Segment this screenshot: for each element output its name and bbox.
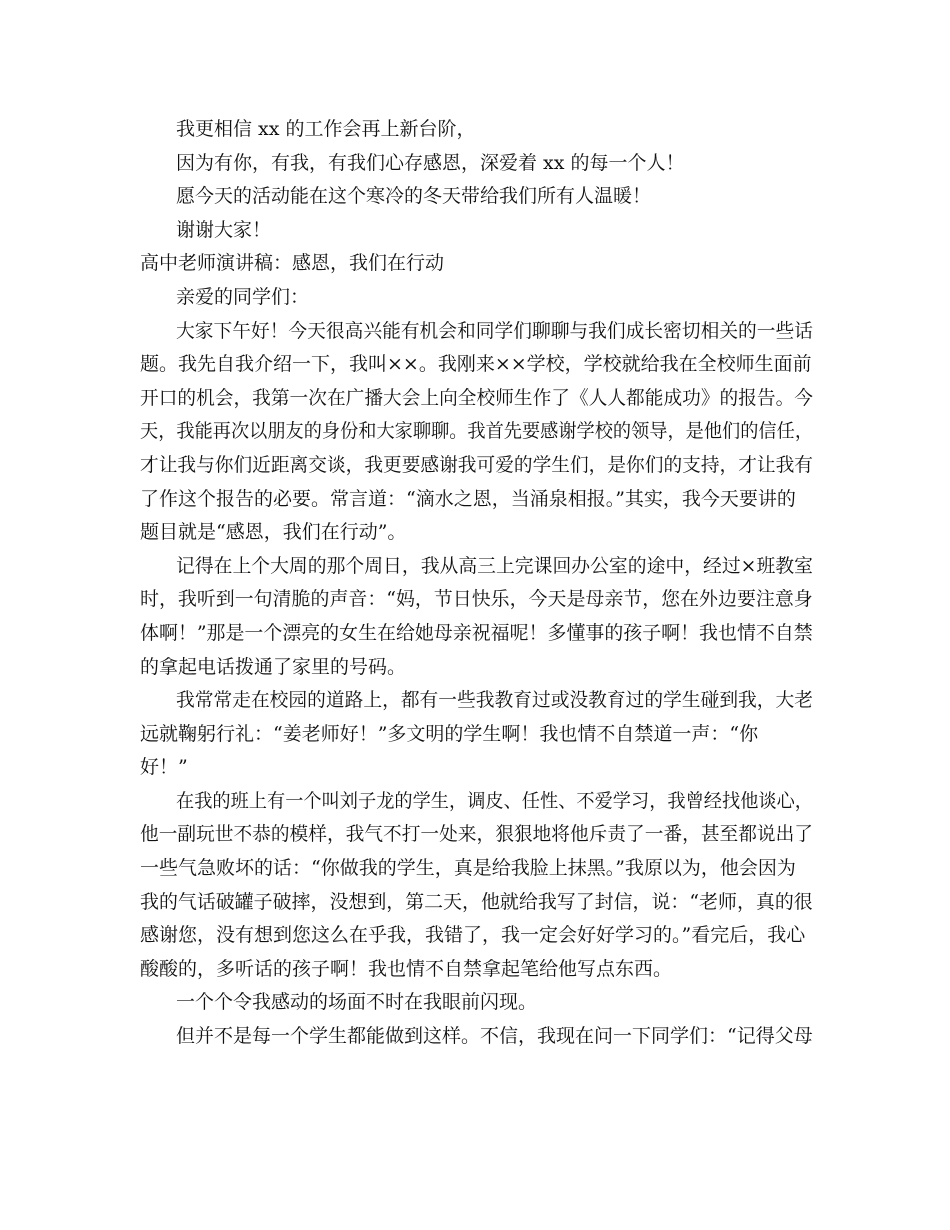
text-line: 他一副玩世不恭的模样，我气不打一处来，狠狠地将他斥责了一番，甚至都说出了: [140, 823, 814, 846]
text-line: 好！”: [140, 756, 188, 779]
text-line: 我常常走在校园的道路上，都有一些我教育过或没教育过的学生碰到我，大老: [176, 689, 814, 712]
text-line: 天，我能再次以朋友的身份和大家聊聊。我首先要感谢学校的领导，是他们的信任，: [140, 420, 814, 443]
text-line: 但并不是每一个学生都能做到这样。不信，我现在问一下同学们：“记得父母: [176, 1025, 813, 1048]
text-line: 开口的机会，我第一次在广播大会上向全校师生作了《人人都能成功》的报告。今: [140, 386, 814, 409]
text-line: 题。我先自我介绍一下，我叫××。我刚来××学校，学校就给我在全校师生面前: [140, 353, 812, 376]
text-line: 的拿起电话拨通了家里的号码。: [140, 655, 407, 678]
text-line: 我的气话破罐子破摔，没想到，第二天，他就给我写了封信，说：“老师，真的很: [140, 890, 813, 913]
text-line: 了作这个报告的必要。常言道：“滴水之恩，当涌泉相报。”其实，我今天要讲的: [140, 487, 796, 510]
text-line: 记得在上个大周的那个周日，我从高三上完课回办公室的途中，经过×班教室: [176, 554, 813, 577]
text-line: 因为有你，有我，有我们心存感恩，深爱着 xx 的每一个人！: [176, 151, 685, 174]
text-line: 大家下午好！今天很高兴能有机会和同学们聊聊与我们成长密切相关的一些话: [176, 319, 814, 342]
text-line: 亲爱的同学们：: [176, 285, 310, 308]
text-line: 感谢您，没有想到您这么在乎我，我错了，我一定会好好学习的。”看完后，我心: [140, 924, 806, 947]
text-line: 一些气急败坏的话：“你做我的学生，真是给我脸上抹黑。”我原以为，他会因为: [140, 857, 796, 880]
text-line: 一个个令我感动的场面不时在我眼前闪现。: [176, 991, 538, 1014]
section-heading: 高中老师演讲稿：感恩，我们在行动: [140, 252, 445, 275]
text-line: 题目就是“感恩，我们在行动”。: [140, 521, 407, 544]
text-line: 我更相信 xx 的工作会再上新台阶，: [176, 118, 476, 140]
document-body: [140, 113, 813, 1054]
text-line: 远就鞠躬行礼：“姜老师好！”多文明的学生啊！我也情不自禁道一声：“你: [140, 722, 759, 745]
text-line: 愿今天的活动能在这个寒冷的冬天带给我们所有人温暖！: [176, 185, 652, 208]
text-line: 体啊！”那是一个漂亮的女生在给她母亲祝福呢！多懂事的孩子啊！我也情不自禁: [140, 621, 813, 644]
text-line: 谢谢大家！: [176, 218, 272, 241]
text-line: 酸酸的，多听话的孩子啊！我也情不自禁拿起笔给他写点东西。: [140, 957, 673, 980]
text-line: 才让我与你们近距离交谈，我更要感谢我可爱的学生们，是你们的支持，才让我有: [140, 453, 814, 476]
text-line: 在我的班上有一个叫刘子龙的学生，调皮、任性、不爱学习，我曾经找他谈心，: [176, 789, 814, 812]
text-line: 时，我听到一句清脆的声音：“妈，节日快乐，今天是母亲节，您在外边要注意身: [140, 588, 813, 611]
